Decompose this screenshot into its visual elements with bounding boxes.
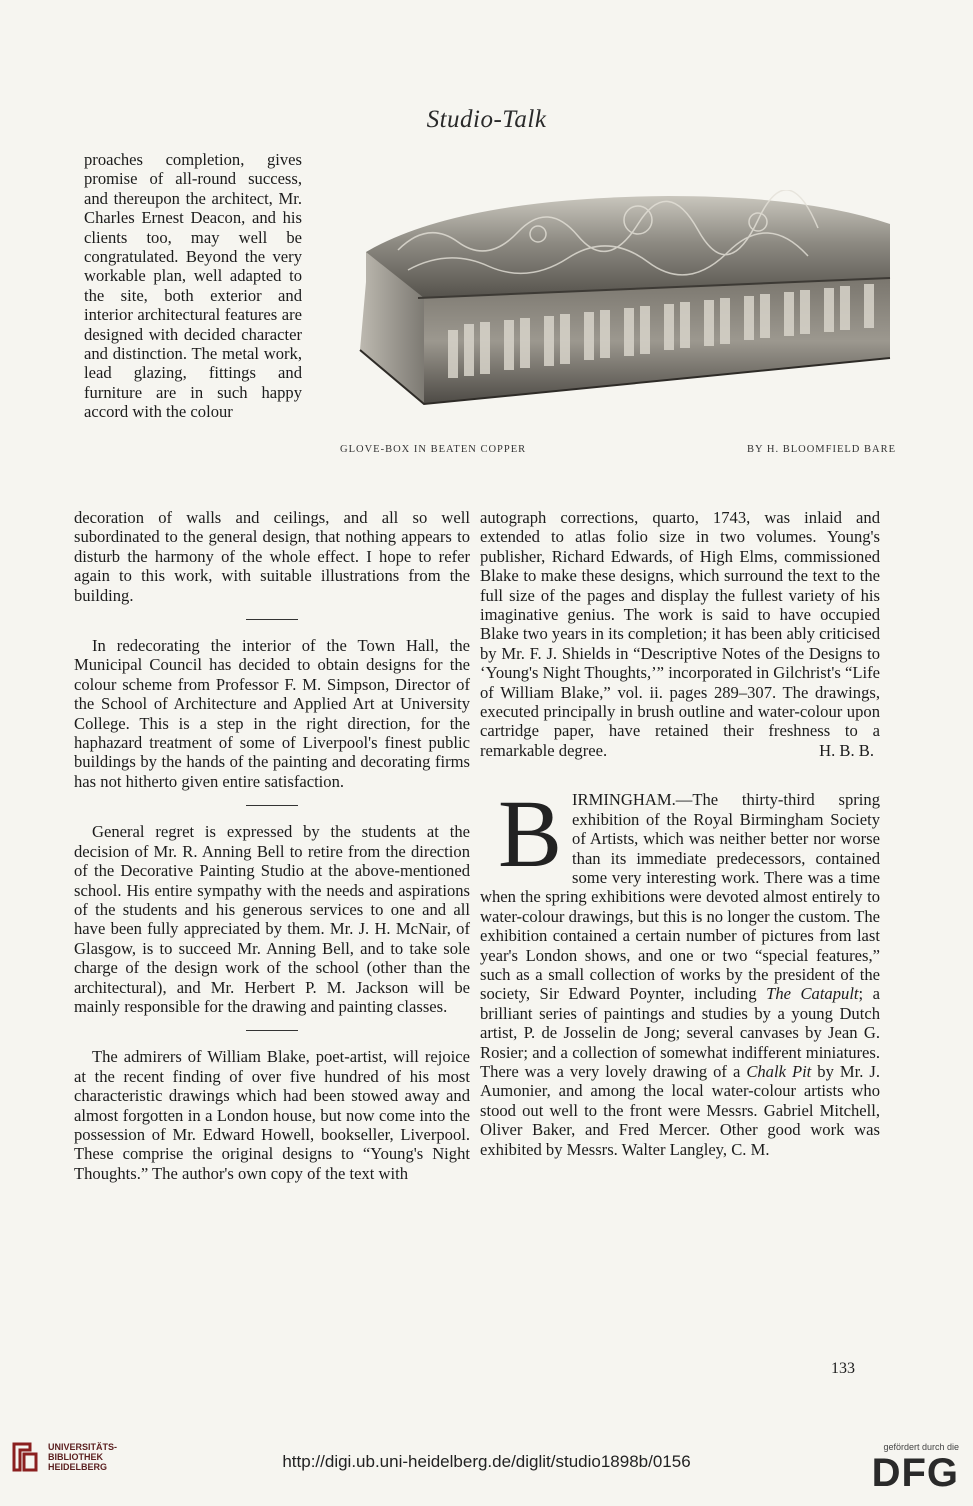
right-column xyxy=(480,508,880,1159)
left-column xyxy=(74,508,470,1183)
caption-credit: BY H. BLOOMFIELD BARE xyxy=(747,444,896,455)
paragraph: General regret is expressed by the students at the decision of Mr. R. Anning Bell to retire from the direction of the Decorative Painting Studio at the above-mentioned school. His entire sympathy with the needs and aspirations of the students and his generous services to one and all have been fully appreciated by them. Mr. J. H. McNair, of Glasgow, is to succeed Mr. Anning Bell, and to take sole charge of the design work of the school (other than the architectural), and Mr. Herbert P. M. Jackson will be mainly responsible for the drawing and painting classes. xyxy=(74,822,470,1016)
funder-logo[interactable] xyxy=(872,1442,959,1494)
paragraph-text: ; a brilliant series of paintings and studies by a young Dutch artist, P. de Josselin de Jong; several canvases by Jean G. Rosier; and a collection of somewhat indifferent miniatures. There was a very lovely drawing of a xyxy=(480,984,880,1081)
caption-title: GLOVE-BOX IN BEATEN COPPER xyxy=(340,444,527,455)
library-name-line: HEIDELBERG xyxy=(48,1462,108,1472)
section-divider xyxy=(246,1030,298,1031)
paragraph-text: by Mr. J. Aumonier, and among the local water-colour artists who stood out well to the front were Messrs. Gabriel Mitchell, Oliver Baker, and Fred Mercer. Other good work was exhibited by Messrs. Walter Langley, C. M. xyxy=(480,1061,880,1159)
section-divider xyxy=(246,619,298,620)
artwork-title: Chalk Pit xyxy=(746,1061,812,1081)
paragraph: proaches completion, gives promise of all-round success, and thereupon the architect, Mr. Charles Ernest Deacon, and his clients too, may well be congratulated. Beyond the very workable plan, well adapted to the site, both exterior and interior architectural features are designed with decided character and distinction. The metal work, lead glazing, fittings and furniture are in such happy accord with the colour xyxy=(84,150,302,422)
figure-caption xyxy=(340,444,896,455)
drop-cap: B xyxy=(498,780,563,888)
dfg-wordmark: DFG xyxy=(871,1451,959,1495)
permalink-url[interactable]: http://digi.ub.uni-heidelberg.de/diglit/studio1898b/0156 xyxy=(282,1452,691,1471)
digitization-footer xyxy=(0,1430,973,1506)
paragraph-text: autograph corrections, quarto, 1743, was inlaid and extended to atlas folio size in two volumes. Young's publisher, Richard Edwards, of High Elms, commissioned Blake to make these designs, which surround the text to the full size of the pages and display the fullest variety of his imaginative genius. The work is said to have occupied Blake two years in its completion; it has been ably criticised by Mr. F. J. Shields in “Descriptive Notes of the Designs to ‘Young's Night Thoughts,’” incorporated in Gilchrist's “Life of William Blake,” vol. ii. pages 289–307. The drawings, executed principally in brush outline and water-colour upon cartridge paper, have retained their freshness to a remarkable degree. xyxy=(480,508,880,760)
narrow-column xyxy=(84,150,302,422)
paragraph: decoration of walls and ceilings, and all so well subordinated to the general design, that nothing appears to disturb the harmony of the whole effect. I hope to refer again to this work, with suitable illustrations from the building. xyxy=(74,508,470,605)
glove-box-photo xyxy=(338,190,898,440)
library-name-line: UNIVERSITÄTS- xyxy=(48,1442,118,1452)
birmingham-section xyxy=(480,780,880,1159)
paragraph: In redecorating the interior of the Town Hall, the Municipal Council has decided to obtain designs for the colour scheme from Professor F. M. Simpson, Director of the School of Architecture and Applied Art at University College. This is a step in the right direction, for the haphazard treatment of some of Liverpool's finest public buildings by the hands of the painting and decorating firms has not hitherto given entire satisfaction. xyxy=(74,636,470,791)
author-initials: H. B. B. xyxy=(819,740,874,760)
funded-by-label: gefördert durch die xyxy=(883,1442,959,1452)
paragraph: The admirers of William Blake, poet-artist, will rejoice at the recent finding of over five hundred of his most characteristic drawings which had been stowed away and almost forgotten in a London house, but now come into the possession of Mr. Edward Howell, bookseller, Liverpool. These comprise the original designs to “Young's Night Thoughts.” The author's own copy of the text with xyxy=(74,1047,470,1183)
library-name-line: BIBLIOTHEK xyxy=(48,1452,103,1462)
page-number: 133 xyxy=(831,1360,855,1377)
section-divider xyxy=(246,805,298,806)
paragraph-text: IRMINGHAM.—The thirty-third spring exhibition of the Royal Birmingham Society of Artists, which was neither better nor worse than its immediate predecessors, contained some very interesting work. There was a time when the spring exhibitions were devoted almost entirely to water-colour drawings, but this is no longer the custom. The exhibition contained a certain number of pictures from last year's London shows, and one or two “special features,” such as a small collection of works by the president of the society, Sir Edward Poynter, including xyxy=(480,790,880,1004)
paragraph xyxy=(480,508,880,760)
artwork-title: The Catapult xyxy=(766,984,859,1004)
running-title: Studio-Talk xyxy=(426,106,547,133)
